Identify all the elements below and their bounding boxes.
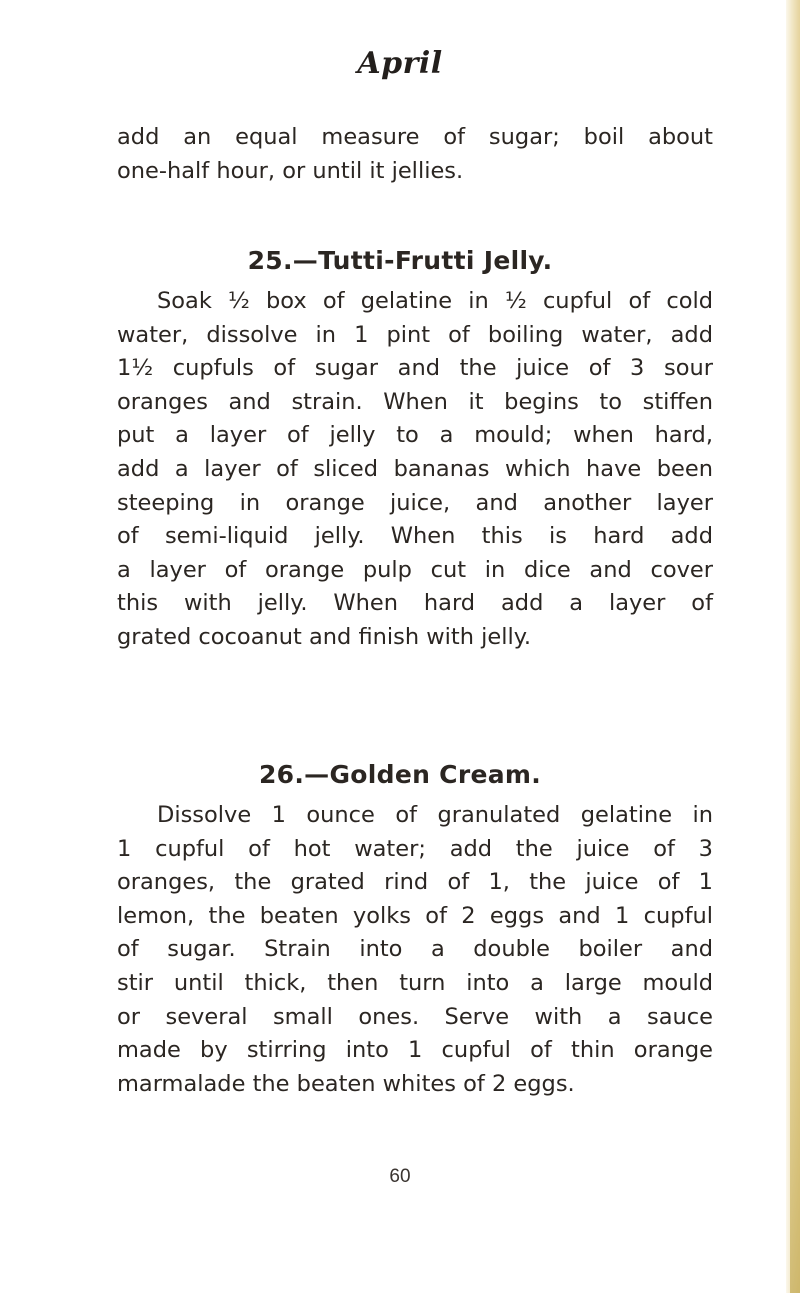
text-line: a layer of orange pulp cut in dice and cover	[117, 556, 713, 583]
text-line: grated cocoanut and finish with jelly.	[117, 623, 532, 650]
continuation-paragraph	[117, 121, 713, 188]
text-line: water, dissolve in 1 pint of boiling water, add	[117, 321, 713, 348]
text-line: add a layer of sliced bananas which have been	[117, 455, 713, 482]
text-line: 1 cupful of hot water; add the juice of 3	[117, 835, 713, 862]
text-line: made by stirring into 1 cupful of thin orange	[117, 1037, 713, 1064]
text-line: lemon, the beaten yolks of 2 eggs and 1 cupful	[117, 902, 713, 929]
text-line: or several small ones. Serve with a sauce	[117, 1003, 713, 1030]
text-line: steeping in orange juice, and another layer	[117, 489, 713, 516]
text-line: stir until thick, then turn into a large mould	[117, 969, 713, 996]
page-number: 60	[389, 1166, 411, 1187]
text-line: add an equal measure of sugar; boil about	[117, 124, 713, 150]
recipe-body-golden-cream	[117, 799, 713, 1101]
running-head: April	[357, 46, 443, 81]
recipe-title-tutti-frutti-jelly: 25.—Tutti-Frutti Jelly.	[247, 246, 553, 275]
text-line: Dissolve 1 ounce of granulated gelatine in	[157, 802, 713, 828]
text-line: 1½ cupfuls of sugar and the juice of 3 sour	[117, 355, 713, 382]
text-line: oranges and strain. When it begins to stiffen	[117, 388, 713, 415]
recipe-title-golden-cream: 26.—Golden Cream.	[258, 760, 542, 789]
text-line: of semi-liquid jelly. When this is hard add	[117, 523, 713, 550]
recipe-body-tutti-frutti-jelly	[117, 285, 713, 655]
text-line: one-half hour, or until it jellies.	[117, 157, 464, 184]
text-line: oranges, the grated rind of 1, the juice of 1	[117, 869, 713, 896]
text-line: this with jelly. When hard add a layer of	[117, 590, 713, 617]
text-line: of sugar. Strain into a double boiler and	[117, 936, 713, 963]
text-line: marmalade the beaten whites of 2 eggs.	[117, 1070, 575, 1097]
text-line: Soak ½ box of gelatine in ½ cupful of cold	[157, 288, 713, 314]
text-line: put a layer of jelly to a mould; when hard,	[117, 422, 713, 449]
page-edge-foxing	[790, 640, 800, 1293]
